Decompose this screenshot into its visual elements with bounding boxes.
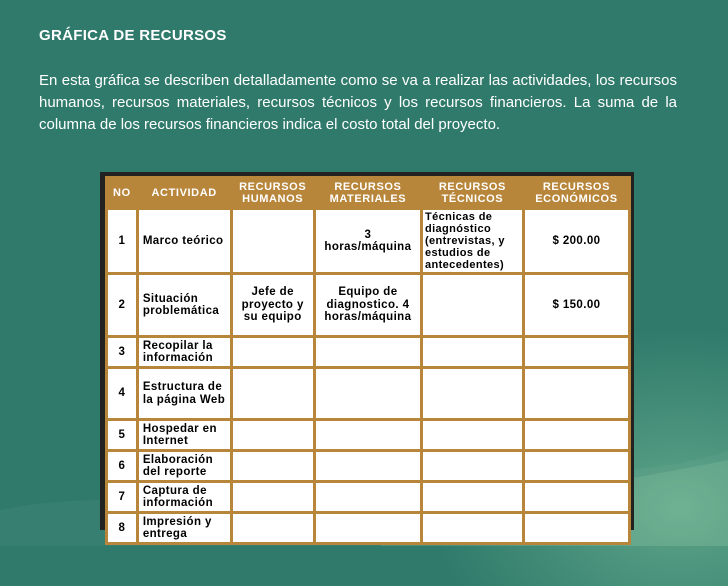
cell-economicos [525, 421, 628, 449]
cell-tecnicos [423, 338, 522, 366]
resources-table-frame [100, 172, 634, 540]
cell-humanos [233, 452, 313, 480]
cell-no: 6 [108, 452, 136, 480]
cell-economicos: $ 200.00 [525, 210, 628, 272]
table-row [108, 369, 628, 418]
cell-materiales [316, 369, 420, 418]
cell-economicos [525, 514, 628, 542]
table-row [108, 421, 628, 449]
header-recursos-economicos: RECURSOS ECONÓMICOS [525, 179, 628, 207]
cell-humanos [233, 369, 313, 418]
cell-tecnicos [423, 421, 522, 449]
cell-tecnicos [423, 275, 522, 335]
cell-no: 3 [108, 338, 136, 366]
cell-actividad: Situación problemática [139, 275, 230, 335]
cell-materiales [316, 338, 420, 366]
resources-table [105, 176, 631, 545]
cell-actividad: Estructura de la página Web [139, 369, 230, 418]
cell-actividad: Marco teórico [139, 210, 230, 272]
cell-no: 5 [108, 421, 136, 449]
cell-humanos [233, 514, 313, 542]
cell-humanos [233, 483, 313, 511]
cell-actividad: Impresión y entrega [139, 514, 230, 542]
cell-materiales [316, 452, 420, 480]
cell-economicos [525, 338, 628, 366]
cell-humanos [233, 421, 313, 449]
cell-tecnicos [423, 452, 522, 480]
header-recursos-humanos: RECURSOS HUMANOS [233, 179, 313, 207]
table-row [108, 210, 628, 272]
header-recursos-materiales: RECURSOS MATERIALES [316, 179, 420, 207]
cell-economicos: $ 150.00 [525, 275, 628, 335]
cell-economicos [525, 369, 628, 418]
cell-actividad: Hospedar en Internet [139, 421, 230, 449]
cell-materiales: 3 horas/máquina [316, 210, 420, 272]
cell-economicos [525, 483, 628, 511]
slide-title: GRÁFICA DE RECURSOS [39, 27, 227, 44]
table-row [108, 452, 628, 480]
table-row [108, 514, 628, 542]
cell-materiales [316, 483, 420, 511]
cell-tecnicos [423, 483, 522, 511]
header-no: NO [108, 179, 136, 207]
cell-tecnicos [423, 514, 522, 542]
table-row [108, 483, 628, 511]
cell-actividad: Elaboración del reporte [139, 452, 230, 480]
header-actividad: ACTIVIDAD [139, 179, 230, 207]
cell-no: 1 [108, 210, 136, 272]
table-row [108, 338, 628, 366]
cell-materiales [316, 421, 420, 449]
table-row [108, 275, 628, 335]
cell-no: 7 [108, 483, 136, 511]
cell-economicos [525, 452, 628, 480]
cell-humanos: Jefe de proyecto y su equipo [233, 275, 313, 335]
cell-no: 8 [108, 514, 136, 542]
slide-description: En esta gráfica se describen detalladamente como se va a realizar las actividades, los recursos humanos, recursos materiales, recursos técnicos y los recursos financieros. La suma de la columna de los recursos financieros indica el costo total del proyecto. [39, 72, 677, 133]
cell-no: 4 [108, 369, 136, 418]
cell-humanos [233, 338, 313, 366]
cell-tecnicos [423, 369, 522, 418]
table-header-row [108, 179, 628, 207]
header-recursos-tecnicos: RECURSOS TÉCNICOS [423, 179, 522, 207]
cell-materiales: Equipo de diagnostico. 4 horas/máquina [316, 275, 420, 335]
cell-actividad: Captura de información [139, 483, 230, 511]
cell-materiales [316, 514, 420, 542]
cell-actividad: Recopilar la información [139, 338, 230, 366]
cell-tecnicos: Técnicas de diagnóstico (entrevistas, y estudios de antecedentes) [423, 210, 522, 272]
cell-humanos [233, 210, 313, 272]
cell-no: 2 [108, 275, 136, 335]
